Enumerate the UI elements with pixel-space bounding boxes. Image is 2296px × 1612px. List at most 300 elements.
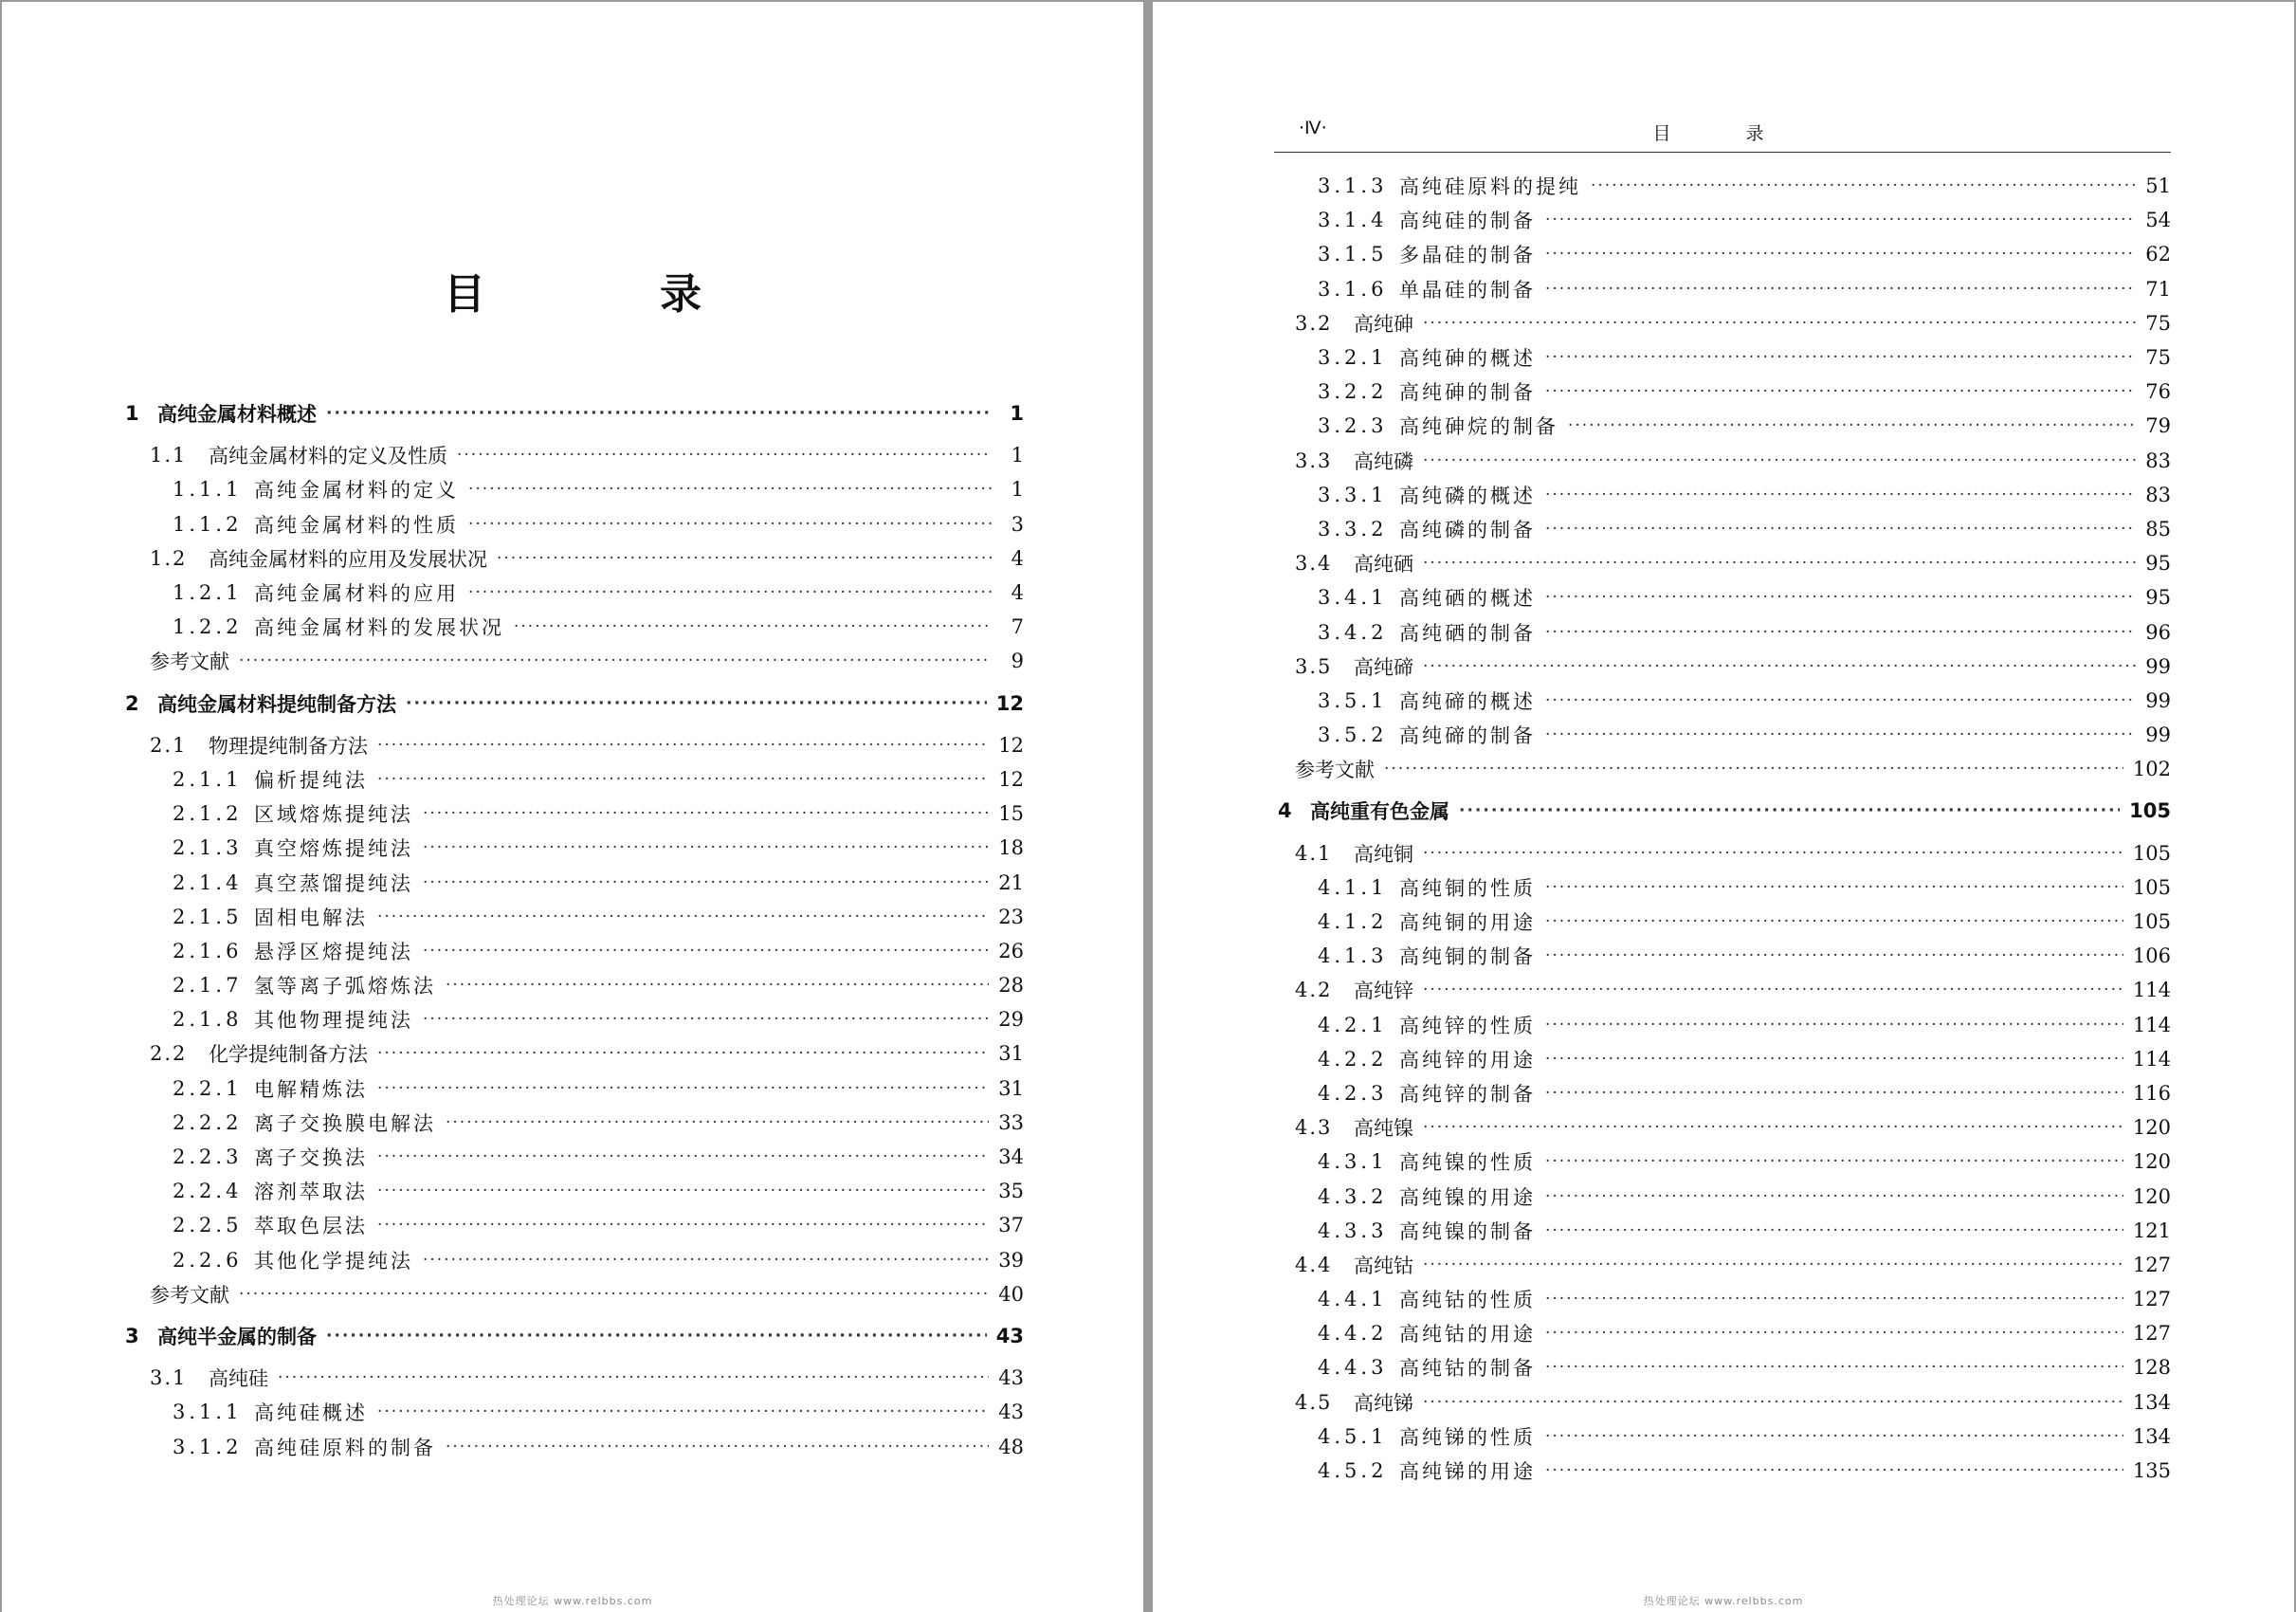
toc-entry-title: 高纯钴的制备 — [1399, 1357, 1536, 1381]
toc-entry[interactable] — [1274, 444, 2171, 478]
toc-entry-title: 高纯锑的用途 — [1399, 1460, 1536, 1484]
toc-entry-page: 83 — [2145, 483, 2171, 506]
toc-entry-page: 1 — [1011, 478, 1024, 502]
toc-entry-number: 3.2 — [1295, 311, 1333, 335]
dot-leader — [1545, 211, 2136, 229]
dot-leader — [1545, 1084, 2123, 1103]
toc-entry[interactable] — [1274, 939, 2171, 973]
toc-entry-number: 3.1.4 — [1318, 209, 1388, 232]
dot-leader — [1423, 844, 2123, 863]
toc-entry-page: 26 — [998, 939, 1024, 962]
toc-entry[interactable] — [1274, 1350, 2171, 1384]
dot-leader — [1545, 878, 2123, 897]
toc-entry[interactable] — [121, 1106, 1024, 1140]
toc-entry-page: 95 — [2145, 586, 2171, 610]
toc-entry-number: 1.2.1 — [173, 581, 243, 605]
dot-leader — [1545, 946, 2123, 965]
dot-leader — [377, 1216, 989, 1235]
toc-entry-number: 3.4.2 — [1318, 620, 1388, 644]
dot-leader — [1545, 1221, 2123, 1240]
dot-leader — [1545, 1461, 2123, 1480]
toc-entry[interactable] — [1274, 973, 2171, 1007]
toc-entry[interactable] — [121, 934, 1024, 968]
dot-leader — [446, 1438, 989, 1456]
toc-entry-page: 23 — [998, 905, 1024, 928]
toc-entry-number: 4.3 — [1295, 1116, 1333, 1140]
dot-leader — [1423, 980, 2123, 999]
toc-entry[interactable] — [121, 728, 1024, 762]
toc-entry-title: 高纯砷烷的制备 — [1399, 415, 1558, 439]
toc-entry-page: 135 — [2132, 1459, 2171, 1483]
toc-entry-page: 99 — [2145, 688, 2171, 712]
toc-entry[interactable] — [121, 1243, 1024, 1277]
toc-entry-number: 4.2 — [1295, 979, 1333, 1002]
toc-entry[interactable] — [1274, 1214, 2171, 1248]
toc-entry[interactable] — [1274, 340, 2171, 375]
toc-entry-page: 18 — [998, 836, 1024, 860]
toc-entry[interactable] — [1274, 580, 2171, 614]
dot-leader — [468, 480, 992, 499]
dot-leader — [1545, 348, 2136, 367]
toc-entry-title: 高纯锑的性质 — [1399, 1425, 1536, 1449]
dot-leader — [1423, 314, 2136, 333]
toc-entry[interactable] — [121, 576, 1024, 610]
toc-entry-number: 4.4.1 — [1318, 1288, 1388, 1311]
toc-entry[interactable] — [121, 797, 1024, 831]
toc-entry[interactable] — [1274, 306, 2171, 340]
toc-entry-number: 4.1.3 — [1318, 944, 1388, 968]
toc-entry-number: 3.2.3 — [1318, 414, 1388, 438]
toc-list-right — [1274, 169, 2171, 1488]
toc-entry[interactable] — [121, 1072, 1024, 1106]
toc-entry-title: 偏析提纯法 — [254, 768, 368, 792]
toc-entry[interactable] — [121, 762, 1024, 797]
toc-entry-title: 萃取色层法 — [254, 1215, 368, 1238]
dot-leader — [1545, 1187, 2123, 1206]
toc-entry[interactable] — [1274, 1110, 2171, 1145]
toc-entry-page: 29 — [998, 1008, 1024, 1032]
dot-leader — [1423, 657, 2136, 676]
dot-leader — [423, 942, 989, 961]
toc-entry-title: 真空熔炼提纯法 — [254, 837, 413, 861]
toc-entry-page: 15 — [998, 802, 1024, 826]
toc-entry-title: 高纯锌 — [1354, 980, 1413, 1003]
toc-entry-page: 99 — [2145, 724, 2171, 747]
toc-entry-page: 121 — [2132, 1218, 2171, 1242]
toc-entry-number: 4.2.3 — [1318, 1081, 1388, 1105]
toc-entry[interactable] — [121, 644, 1024, 678]
toc-entry-page: 31 — [998, 1076, 1024, 1100]
toc-entry-page: 127 — [2132, 1253, 2171, 1276]
toc-entry-title: 参考文献 — [150, 1283, 229, 1307]
toc-entry-title: 高纯硅原料的制备 — [254, 1436, 436, 1459]
toc-entry-title: 固相电解法 — [254, 906, 368, 929]
toc-entry-number: 2.2.2 — [173, 1110, 243, 1134]
toc-entry-page: 99 — [2145, 654, 2171, 678]
dot-leader — [1423, 1393, 2123, 1412]
toc-entry-number: 4.5.1 — [1318, 1424, 1388, 1448]
toc-entry-page: 102 — [2132, 758, 2171, 781]
toc-entry-title: 高纯硒的概述 — [1399, 587, 1536, 611]
toc-entry-title: 高纯砷 — [1354, 312, 1413, 336]
toc-list-left — [121, 389, 1024, 1464]
toc-entry-title: 高纯锌的性质 — [1399, 1014, 1536, 1037]
dot-leader — [446, 1113, 989, 1132]
toc-entry-page: 105 — [2132, 910, 2171, 934]
toc-entry-page: 128 — [2132, 1356, 2171, 1380]
toc-entry-page: 79 — [2145, 414, 2171, 438]
toc-entry-page: 105 — [2132, 875, 2171, 899]
toc-entry[interactable] — [1274, 614, 2171, 649]
toc-entry-number: 2.2 — [150, 1042, 188, 1066]
toc-entry-number: 2.2.1 — [173, 1076, 243, 1100]
dot-leader — [1423, 554, 2136, 573]
dot-leader — [457, 446, 992, 465]
toc-entry-title: 高纯镍 — [1354, 1117, 1413, 1141]
toc-entry-title: 高纯金属材料提纯制备方法 — [157, 692, 396, 716]
toc-entry-page: 35 — [998, 1180, 1024, 1203]
toc-entry-number: 4.3.1 — [1318, 1150, 1388, 1174]
toc-entry[interactable] — [1274, 237, 2171, 271]
toc-entry-title: 高纯磷的制备 — [1399, 518, 1536, 541]
toc-entry-page: 4 — [1011, 581, 1024, 605]
toc-entry-number: 4.4 — [1295, 1253, 1333, 1276]
toc-entry-title: 高纯锌的制备 — [1399, 1082, 1536, 1106]
running-title: 目 录 — [1652, 123, 1793, 144]
toc-entry-number: 2.1.4 — [173, 870, 243, 894]
toc-entry-number: 4.1 — [1295, 841, 1333, 865]
toc-entry-page: 28 — [998, 974, 1024, 998]
toc-entry-page: 37 — [998, 1214, 1024, 1237]
dot-leader — [1545, 1290, 2123, 1309]
dot-leader — [1545, 280, 2136, 299]
toc-entry[interactable] — [1274, 1420, 2171, 1454]
toc-entry-page: 134 — [2132, 1424, 2171, 1448]
dot-leader — [423, 873, 989, 892]
toc-entry-number: 2.1.5 — [173, 905, 243, 928]
toc-entry[interactable] — [1274, 1316, 2171, 1350]
toc-entry-page: 134 — [2132, 1390, 2171, 1414]
dot-leader — [1545, 1016, 2123, 1035]
toc-entry[interactable] — [1274, 1248, 2171, 1282]
dot-leader — [514, 617, 992, 636]
toc-entry-title: 高纯硅 — [209, 1367, 268, 1391]
dot-leader — [1545, 520, 2136, 539]
toc-entry[interactable] — [121, 541, 1024, 576]
dot-leader — [423, 1010, 989, 1029]
toc-entry-title: 高纯镍的制备 — [1399, 1219, 1536, 1243]
toc-page-right — [1153, 2, 2294, 1612]
dot-leader — [377, 1182, 989, 1200]
toc-entry-number: 2.2.3 — [173, 1145, 243, 1169]
toc-entry-number: 1.1 — [150, 444, 188, 467]
toc-entry-page: 106 — [2132, 944, 2171, 968]
toc-entry-title: 高纯碲的制备 — [1399, 724, 1536, 748]
toc-entry-title: 参考文献 — [1295, 759, 1375, 782]
toc-entry-page: 127 — [2132, 1288, 2171, 1311]
page-number: ·Ⅳ· — [1299, 118, 1327, 138]
toc-entry-number: 1.2.2 — [173, 615, 243, 639]
dot-leader — [377, 907, 989, 926]
toc-entry-page: 96 — [2145, 620, 2171, 644]
toc-entry[interactable] — [1274, 1282, 2171, 1316]
toc-entry-number: 2.1.2 — [173, 802, 243, 826]
toc-entry-number: 4.3.2 — [1318, 1184, 1388, 1208]
toc-entry-page: 31 — [998, 1042, 1024, 1066]
toc-entry-number: 2.2.6 — [173, 1248, 243, 1272]
dot-leader — [1545, 382, 2136, 401]
toc-entry-number: 2.1.3 — [173, 836, 243, 860]
toc-entry[interactable] — [1274, 409, 2171, 443]
dot-leader — [468, 515, 992, 534]
toc-entry-title: 物理提纯制备方法 — [209, 734, 368, 758]
toc-entry-title: 高纯碲 — [1354, 655, 1413, 679]
page-footer: 热处理论坛 www.relbbs.com — [1643, 1595, 1804, 1607]
dot-leader — [326, 1327, 987, 1346]
toc-entry-number: 4.4.3 — [1318, 1356, 1388, 1380]
toc-entry[interactable] — [121, 1277, 1024, 1311]
toc-entry-title: 高纯磷 — [1354, 449, 1413, 473]
toc-entry-page: 33 — [998, 1110, 1024, 1134]
toc-entry-page: 75 — [2145, 346, 2171, 370]
toc-entry-page: 76 — [2145, 380, 2171, 404]
toc-entry-number: 2 — [125, 691, 139, 715]
toc-entry-page: 39 — [998, 1248, 1024, 1272]
dot-leader — [1545, 588, 2136, 607]
toc-entry-number: 3.1.6 — [1318, 277, 1388, 301]
toc-entry-title: 高纯金属材料的应用 — [254, 582, 459, 606]
toc-entry-page: 114 — [2132, 1013, 2171, 1036]
toc-entry-title: 高纯钴的用途 — [1399, 1323, 1536, 1346]
toc-entry-page: 40 — [998, 1282, 1024, 1306]
toc-entry[interactable] — [1274, 1454, 2171, 1488]
toc-entry-page: 105 — [2129, 799, 2171, 823]
toc-entry[interactable] — [121, 1208, 1024, 1242]
toc-entry-page: 48 — [998, 1435, 1024, 1458]
toc-entry-number: 4.5 — [1295, 1390, 1333, 1414]
toc-entry-page: 75 — [2145, 311, 2171, 335]
dot-leader — [1545, 725, 2136, 744]
dot-leader — [423, 1251, 989, 1270]
toc-entry-number: 3 — [125, 1324, 139, 1347]
toc-entry-page: 9 — [1011, 650, 1024, 673]
running-header — [1274, 116, 2171, 153]
toc-entry[interactable] — [1274, 375, 2171, 409]
toc-entry[interactable] — [121, 1429, 1024, 1463]
toc-entry-title: 其他化学提纯法 — [254, 1249, 413, 1273]
toc-entry[interactable] — [121, 472, 1024, 506]
toc-entry-title: 高纯铜的用途 — [1399, 911, 1536, 935]
toc-entry[interactable] — [1274, 794, 2171, 828]
toc-entry-page: 43 — [998, 1401, 1024, 1424]
dot-leader — [239, 1285, 989, 1304]
toc-entry[interactable] — [1274, 203, 2171, 237]
toc-entry[interactable] — [1274, 1042, 2171, 1076]
toc-entry[interactable] — [1274, 870, 2171, 905]
dot-leader — [1545, 1427, 2123, 1446]
toc-entry[interactable] — [1274, 169, 2171, 203]
toc-title: 目 录 — [444, 270, 768, 319]
dot-leader — [1545, 485, 2136, 504]
toc-entry-title: 高纯硅的制备 — [1399, 210, 1536, 233]
toc-entry[interactable] — [1274, 718, 2171, 752]
toc-entry-title: 高纯磷的概述 — [1399, 484, 1536, 507]
dot-leader — [1545, 1050, 2123, 1069]
toc-entry-number: 3.1.1 — [173, 1401, 243, 1424]
toc-entry[interactable] — [1274, 650, 2171, 684]
toc-entry[interactable] — [1274, 1179, 2171, 1213]
dot-leader — [377, 1147, 989, 1166]
toc-entry-title: 高纯铜 — [1354, 842, 1413, 866]
toc-entry-number: 2.1.1 — [173, 767, 243, 791]
toc-entry-title: 电解精炼法 — [254, 1077, 368, 1101]
toc-entry-page: 3 — [1011, 512, 1024, 536]
toc-entry[interactable] — [121, 1002, 1024, 1036]
toc-entry-number: 4.1.1 — [1318, 875, 1388, 899]
toc-entry-number: 1.1.1 — [173, 478, 243, 502]
toc-entry[interactable] — [121, 1036, 1024, 1071]
toc-entry-number: 4.5.2 — [1318, 1459, 1388, 1483]
toc-entry-number: 4.3.3 — [1318, 1218, 1388, 1242]
toc-entry-page: 71 — [2145, 277, 2171, 301]
toc-entry-page: 114 — [2132, 1047, 2171, 1071]
toc-entry[interactable] — [1274, 512, 2171, 546]
toc-entry-page: 120 — [2132, 1184, 2171, 1208]
dot-leader — [1545, 623, 2136, 642]
toc-entry-title: 高纯锑 — [1354, 1391, 1413, 1415]
toc-entry-title: 离子交换法 — [254, 1146, 368, 1170]
toc-entry[interactable] — [121, 1361, 1024, 1395]
toc-entry-page: 12 — [998, 733, 1024, 757]
toc-entry-title: 高纯金属材料概述 — [157, 403, 317, 427]
toc-entry-title: 参考文献 — [150, 650, 229, 674]
toc-entry-page: 21 — [998, 870, 1024, 894]
toc-entry-number: 3.1.3 — [1318, 174, 1388, 198]
toc-entry-title: 高纯镍的用途 — [1399, 1185, 1536, 1209]
toc-entry[interactable] — [1274, 272, 2171, 306]
toc-entry-number: 3.3 — [1295, 449, 1333, 472]
toc-entry-number: 2.1 — [150, 733, 188, 757]
toc-entry-title: 悬浮区熔提纯法 — [254, 940, 413, 963]
toc-entry[interactable] — [121, 396, 1024, 430]
toc-entry-title: 高纯硒的制备 — [1399, 621, 1536, 645]
toc-entry-page: 43 — [998, 1366, 1024, 1390]
toc-entry-page: 83 — [2145, 449, 2171, 472]
toc-entry-title: 真空蒸馏提纯法 — [254, 871, 413, 895]
toc-entry-page: 127 — [2132, 1322, 2171, 1346]
toc-entry[interactable] — [121, 1140, 1024, 1174]
toc-entry-number: 4.2.2 — [1318, 1047, 1388, 1071]
toc-entry[interactable] — [1274, 836, 2171, 870]
toc-entry[interactable] — [121, 438, 1024, 472]
toc-entry[interactable] — [121, 1174, 1024, 1208]
dot-leader — [1545, 245, 2136, 264]
toc-entry-page: 62 — [2145, 243, 2171, 266]
dot-leader — [1459, 801, 2120, 820]
dot-leader — [377, 1079, 989, 1098]
toc-entry-title: 高纯金属材料的定义 — [254, 479, 459, 503]
toc-entry-number: 3.5 — [1295, 654, 1333, 678]
toc-entry[interactable] — [121, 900, 1024, 934]
toc-entry[interactable] — [121, 687, 1024, 721]
dot-leader — [423, 838, 989, 857]
toc-entry-title: 溶剂萃取法 — [254, 1181, 368, 1204]
toc-entry-number: 3.5.2 — [1318, 724, 1388, 747]
toc-entry-page: 1 — [1011, 444, 1024, 467]
toc-entry[interactable] — [1274, 684, 2171, 718]
toc-entry-number: 3.4.1 — [1318, 586, 1388, 610]
dot-leader — [278, 1368, 989, 1387]
dot-leader — [406, 694, 987, 713]
toc-entry-page: 120 — [2132, 1116, 2171, 1140]
dot-leader — [1568, 416, 2136, 435]
toc-entry[interactable] — [1274, 1008, 2171, 1042]
dot-leader — [377, 1402, 989, 1421]
dot-leader — [468, 583, 992, 602]
toc-entry-page: 34 — [998, 1145, 1024, 1169]
toc-entry[interactable] — [1274, 1145, 2171, 1179]
dot-leader — [377, 1044, 989, 1063]
toc-entry-number: 1.2 — [150, 546, 188, 570]
toc-entry-page: 12 — [995, 691, 1024, 715]
toc-entry-page: 54 — [2145, 209, 2171, 232]
toc-entry-page: 12 — [998, 767, 1024, 791]
toc-entry-title: 离子交换膜电解法 — [254, 1111, 436, 1135]
toc-entry-page: 43 — [995, 1324, 1024, 1347]
page-footer: 热处理论坛 www.relbbs.com — [492, 1595, 653, 1607]
toc-entry-number: 3.5.1 — [1318, 688, 1388, 712]
toc-entry[interactable] — [1274, 752, 2171, 786]
toc-entry-number: 1 — [125, 402, 139, 426]
dot-leader — [377, 736, 989, 755]
toc-entry-page: 7 — [1011, 615, 1024, 639]
toc-entry-title: 区域熔炼提纯法 — [254, 803, 413, 827]
toc-entry-number: 2.2.5 — [173, 1214, 243, 1237]
dot-leader — [1545, 1358, 2123, 1377]
toc-entry[interactable] — [121, 865, 1024, 899]
toc-entry[interactable] — [1274, 478, 2171, 512]
toc-entry-title: 高纯钴 — [1354, 1254, 1413, 1277]
toc-entry-title: 高纯钴的性质 — [1399, 1289, 1536, 1312]
dot-leader — [1545, 1152, 2123, 1171]
toc-entry-page: 51 — [2145, 174, 2171, 198]
toc-entry-title: 高纯硅原料的提纯 — [1399, 175, 1581, 199]
dot-leader — [239, 651, 992, 670]
toc-entry-page: 4 — [1011, 546, 1024, 570]
toc-entry[interactable] — [1274, 1385, 2171, 1420]
toc-entry-page: 85 — [2145, 517, 2171, 540]
toc-entry[interactable] — [121, 831, 1024, 865]
toc-entry-title: 高纯金属材料的发展状况 — [254, 616, 504, 640]
toc-entry-page: 116 — [2132, 1081, 2171, 1105]
toc-entry-title: 高纯重有色金属 — [1310, 800, 1449, 824]
toc-entry[interactable] — [1274, 1076, 2171, 1110]
toc-entry[interactable] — [121, 968, 1024, 1002]
toc-entry[interactable] — [1274, 546, 2171, 580]
toc-entry-title: 高纯锌的用途 — [1399, 1048, 1536, 1072]
toc-entry-number: 3.3.1 — [1318, 483, 1388, 506]
toc-entry-number: 3.2.2 — [1318, 380, 1388, 404]
toc-entry-title: 其他物理提纯法 — [254, 1009, 413, 1033]
toc-entry[interactable] — [121, 610, 1024, 644]
toc-page-left — [2, 2, 1143, 1612]
toc-entry[interactable] — [1274, 905, 2171, 939]
toc-entry[interactable] — [121, 507, 1024, 541]
toc-entry[interactable] — [121, 1319, 1024, 1353]
dot-leader — [1545, 1324, 2123, 1343]
toc-entry[interactable] — [121, 1395, 1024, 1429]
toc-entry-title: 高纯砷的概述 — [1399, 347, 1536, 371]
